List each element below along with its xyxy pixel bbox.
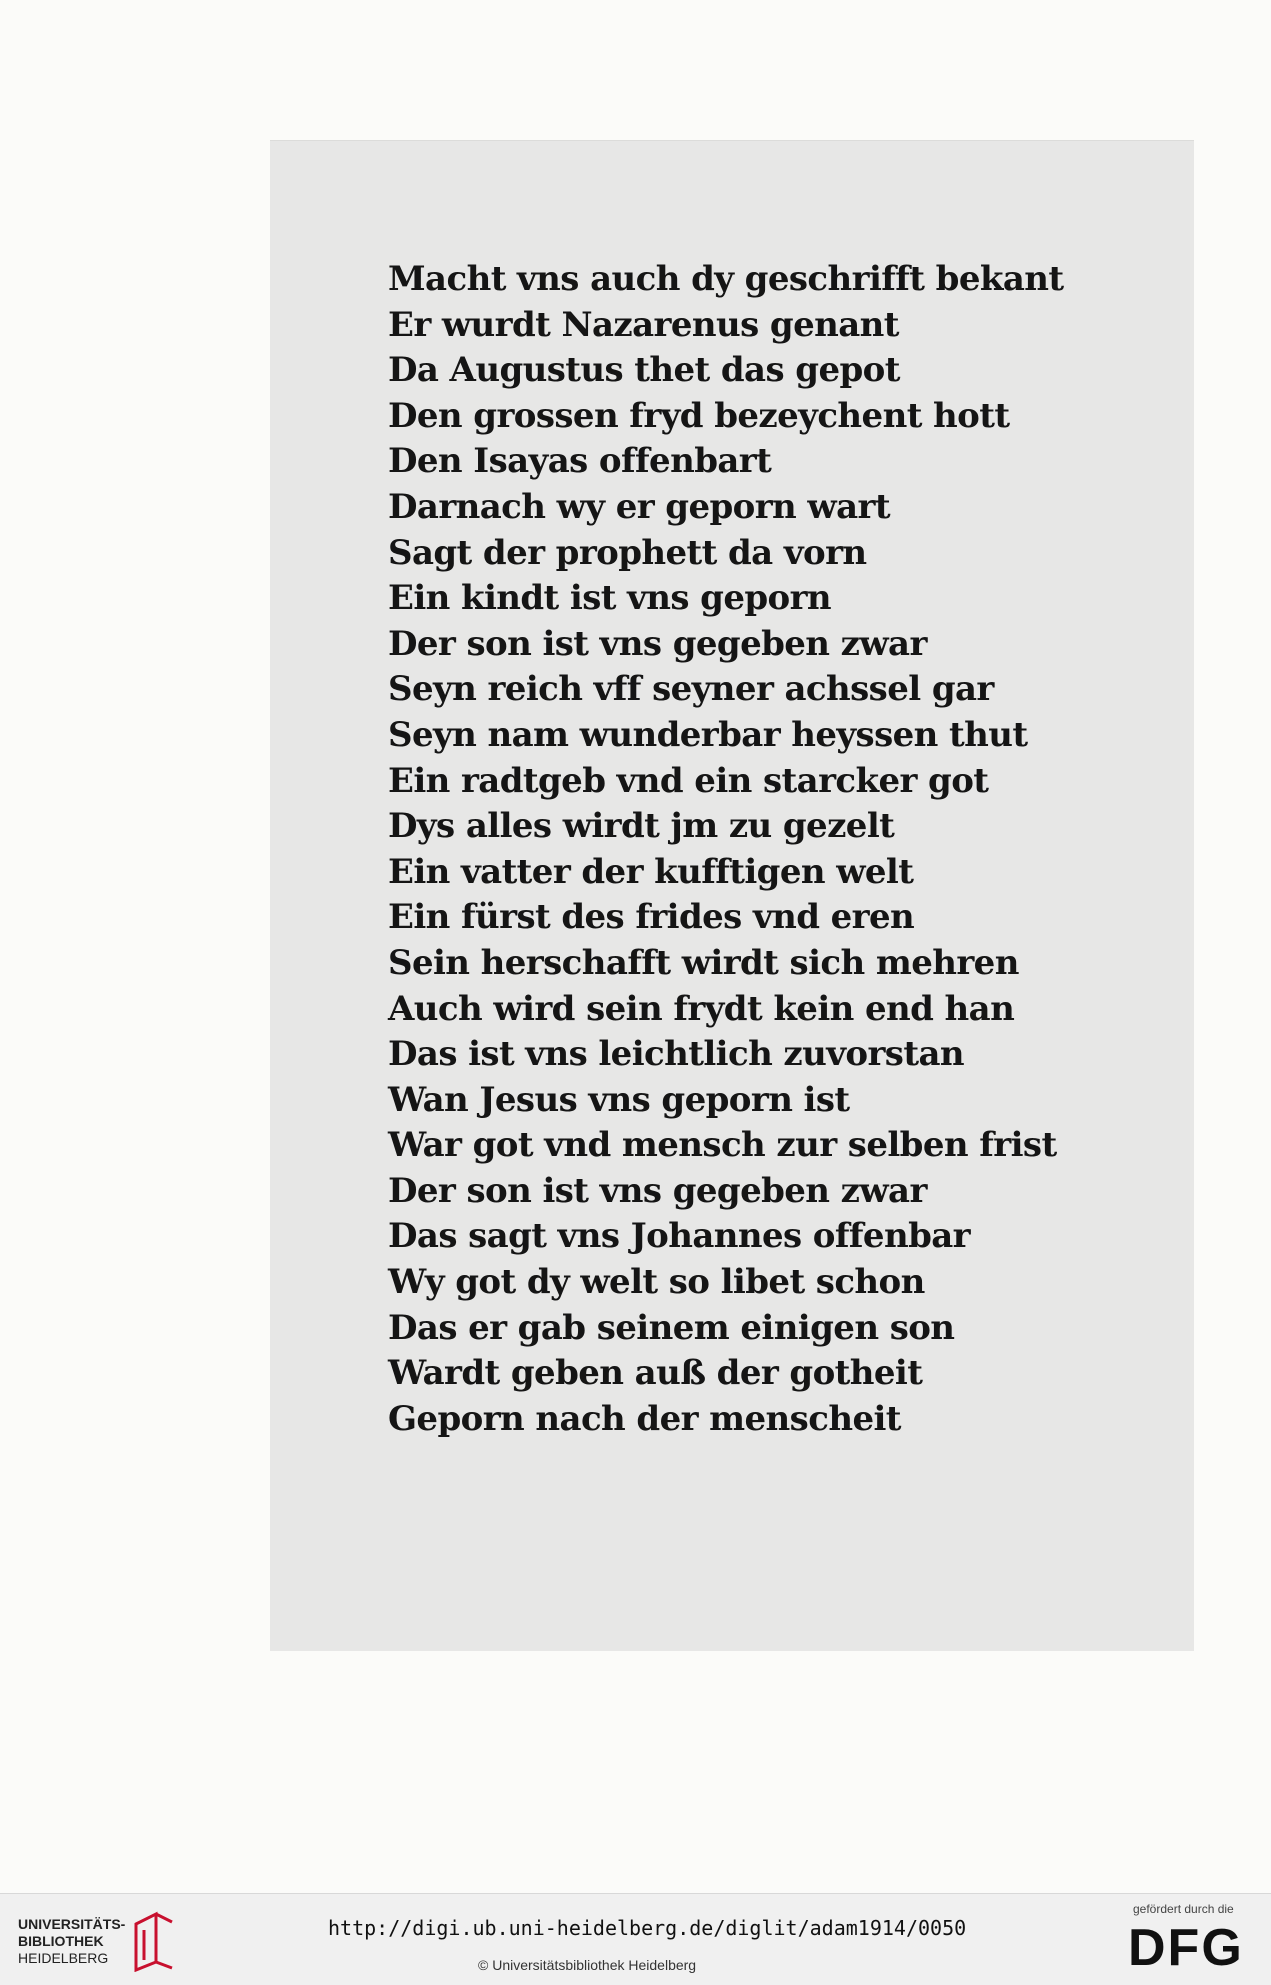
library-name-line: UNIVERSITÄTS-	[18, 1916, 126, 1932]
poem-line: Ein kindt ist vns geporn	[388, 578, 832, 619]
poem-line: Den Isayas offenbart	[388, 441, 772, 482]
library-name-line: HEIDELBERG	[18, 1950, 109, 1966]
scanned-text-block	[270, 140, 1194, 1651]
poem-line: Macht vns auch dy geschrifft bekant	[388, 259, 1064, 299]
poem-line: Wan Jesus vns geporn ist	[388, 1079, 850, 1120]
footer-bar	[0, 1893, 1271, 1985]
poem-line: Geporn nach der menscheit	[388, 1398, 901, 1439]
poem-line: Seyn nam wunderbar heyssen thut	[388, 714, 1028, 755]
library-name-line: BIBLIOTHEK	[18, 1933, 104, 1949]
poem-line: Der son ist vns gegeben zwar	[388, 1170, 927, 1211]
poem-line: Da Augustus thet das gepot	[388, 350, 900, 391]
funded-by-label: gefördert durch die	[1133, 1902, 1234, 1916]
copyright-notice: © Universitätsbibliothek Heidelberg	[478, 1957, 697, 1973]
poem-line: Sagt der prophett da vorn	[388, 532, 867, 573]
poem-line: Das er gab seinem einigen son	[388, 1307, 955, 1348]
library-name	[18, 1916, 125, 1967]
poem-line: Auch wird sein frydt kein end han	[388, 988, 1015, 1029]
poem-line: Ein fürst des frides vnd eren	[388, 897, 915, 938]
poem-line: Der son ist vns gegeben zwar	[388, 623, 927, 664]
poem-line: Wy got dy welt so libet schon	[388, 1262, 925, 1303]
poem-line: Wardt geben auß der gotheit	[388, 1353, 923, 1394]
poem-lines	[388, 257, 1188, 1442]
poem-line: Ein radtgeb vnd ein starcker got	[388, 760, 989, 801]
dfg-logo: DFG	[1128, 1919, 1244, 1977]
document-url-link[interactable]: http://digi.ub.uni-heidelberg.de/diglit/adam1914/0050	[328, 1916, 967, 1940]
poem-line: Ein vatter der kufftigen welt	[388, 851, 914, 892]
poem-line: Das ist vns leichtlich zuvorstan	[388, 1034, 964, 1075]
poem-line: War got vnd mensch zur selben frist	[388, 1125, 1057, 1166]
poem-line: Dys alles wirdt jm zu gezelt	[388, 806, 895, 847]
poem-line: Er wurdt Nazarenus genant	[388, 304, 899, 345]
library-logo-icon	[128, 1910, 178, 1972]
poem-line: Den grossen fryd bezeychent hott	[388, 395, 1010, 436]
poem-line: Das sagt vns Johannes offenbar	[388, 1216, 970, 1257]
poem-line: Sein herschafft wirdt sich mehren	[388, 942, 1019, 983]
poem-line: Darnach wy er geporn wart	[388, 486, 890, 527]
poem-line: Seyn reich vff seyner achssel gar	[388, 669, 994, 710]
